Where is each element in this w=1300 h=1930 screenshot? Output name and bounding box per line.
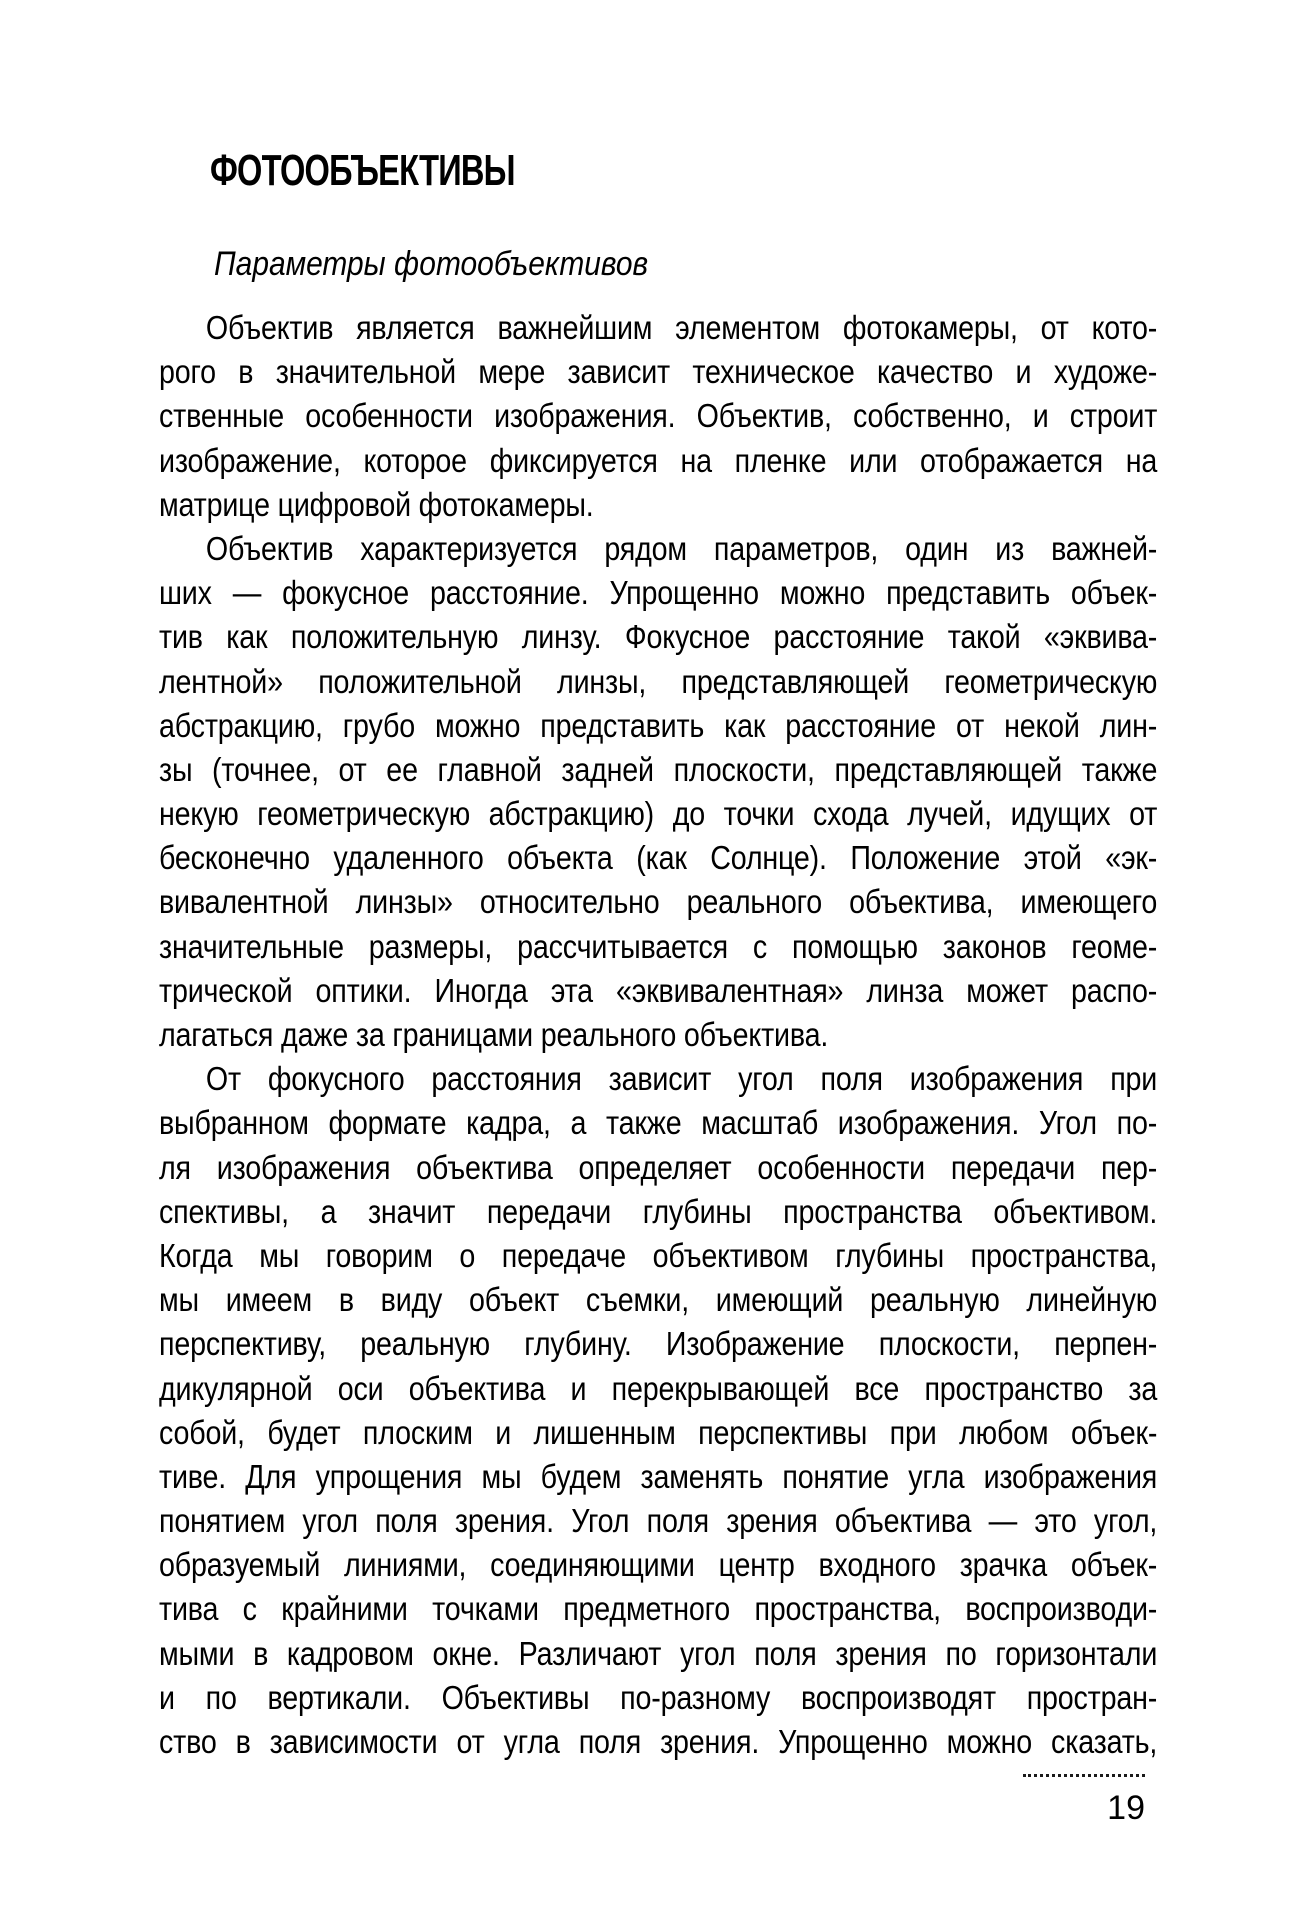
word: Когда	[159, 1236, 233, 1274]
word: изображение,	[159, 441, 341, 479]
word: по	[205, 1678, 237, 1716]
word: дикулярной	[159, 1369, 313, 1407]
word: фокусное	[282, 574, 410, 612]
word: от	[456, 1723, 485, 1760]
word: расстояние.	[429, 574, 589, 612]
word: Фокусное	[624, 618, 751, 656]
word: схода	[813, 795, 889, 833]
word: объект	[468, 1281, 560, 1319]
word: геоме-	[1071, 927, 1158, 965]
word: значит	[367, 1192, 456, 1230]
word: лишенным	[533, 1413, 676, 1451]
word: будем	[540, 1457, 622, 1495]
word: (как	[636, 839, 687, 877]
word: угол	[738, 1060, 794, 1098]
word: глубины	[835, 1236, 945, 1274]
word: или	[849, 441, 898, 479]
word: зрения	[726, 1502, 818, 1540]
word: собой,	[159, 1413, 245, 1451]
word: Положение	[850, 839, 1001, 877]
word: значительной	[275, 353, 456, 391]
word: объектива	[408, 1369, 546, 1407]
word: оси	[337, 1369, 384, 1407]
word: воспроизводят	[800, 1678, 996, 1716]
word: такой	[947, 618, 1021, 656]
word: ее	[386, 750, 418, 788]
word: объектива,	[849, 883, 994, 921]
word: также	[605, 1104, 682, 1142]
text-line	[159, 1543, 1157, 1587]
word: формате	[328, 1104, 447, 1142]
word: идущих	[1010, 795, 1111, 833]
word: вертикали.	[267, 1678, 411, 1716]
word: ших	[159, 574, 212, 612]
word: сказать,	[1051, 1723, 1158, 1760]
word: о	[459, 1236, 476, 1274]
word: это	[1034, 1502, 1077, 1540]
word: угол	[302, 1502, 358, 1540]
word: геометрическую	[257, 795, 471, 833]
word: расстояние	[773, 618, 925, 656]
word: зависимости	[269, 1723, 438, 1760]
word: входного	[818, 1546, 936, 1584]
word: точки	[723, 795, 795, 833]
text-line	[159, 969, 1157, 1013]
word: угла	[503, 1723, 560, 1760]
word: плоским	[362, 1413, 473, 1451]
word: фокусного	[267, 1060, 405, 1098]
word: Различают	[518, 1634, 662, 1672]
word: Изображение	[665, 1325, 845, 1363]
text-line: матрице цифровой фотокамеры.	[159, 485, 594, 523]
word: изображения	[983, 1457, 1158, 1495]
word: тиве.	[159, 1457, 227, 1495]
word: линза	[866, 971, 944, 1009]
word: особенности	[305, 397, 473, 435]
word: образуемый	[159, 1546, 321, 1584]
word: является	[356, 309, 475, 346]
word: Объектив	[205, 529, 334, 567]
word: а	[570, 1104, 587, 1142]
word: характеризуется	[360, 529, 578, 567]
word: тив	[159, 618, 203, 656]
body-text	[159, 306, 1157, 1764]
word: элементом	[675, 309, 821, 346]
word: важнейшим	[497, 309, 653, 346]
word: линзы,	[557, 662, 647, 700]
word: ство	[159, 1723, 217, 1760]
word: Объектив	[205, 309, 334, 346]
text-line	[159, 880, 1157, 924]
word: и	[570, 1369, 587, 1407]
word: можно	[779, 574, 866, 612]
word: в	[253, 1634, 269, 1672]
word: размеры,	[368, 927, 493, 965]
word: качество	[876, 353, 994, 391]
word: перспективы	[698, 1413, 868, 1451]
word: воспроизводи-	[965, 1590, 1158, 1628]
word: горизонтали	[995, 1634, 1158, 1672]
text-line	[159, 439, 1157, 483]
word: лин-	[1099, 706, 1158, 744]
word: в	[235, 1723, 251, 1760]
word: Солнце).	[710, 839, 827, 877]
word: глубину.	[524, 1325, 632, 1363]
word: перекрывающей	[611, 1369, 830, 1407]
word: кадра,	[466, 1104, 551, 1142]
word: имеющего	[1020, 883, 1158, 921]
word: пленке	[734, 441, 827, 479]
word: зависит	[608, 1060, 712, 1098]
text-line	[159, 704, 1157, 748]
word: удаленного	[333, 839, 484, 877]
word: на	[680, 441, 712, 479]
word: упрощения	[315, 1457, 463, 1495]
text-line	[159, 1720, 1157, 1764]
word: поля	[646, 1502, 709, 1540]
word: линзу.	[521, 618, 602, 656]
word: этой	[1023, 839, 1082, 877]
word: угла	[908, 1457, 965, 1495]
chapter-title: ФОТООБЪЕКТИВЫ	[210, 146, 515, 195]
word: рассчитывается	[517, 927, 728, 965]
word: особенности	[757, 1148, 925, 1186]
word: как	[724, 706, 766, 744]
word: на	[1125, 441, 1158, 479]
word: при	[889, 1413, 937, 1451]
word: поля	[578, 1723, 642, 1760]
word: положительной	[318, 662, 522, 700]
word: и	[495, 1413, 512, 1451]
word: ля	[159, 1148, 191, 1186]
word: лентной»	[159, 662, 283, 700]
word: эта	[550, 971, 593, 1009]
word: Для	[245, 1457, 297, 1495]
word: может	[966, 971, 1048, 1009]
word: по	[945, 1634, 977, 1672]
footnote-rule	[1023, 1774, 1145, 1777]
text-line	[159, 1499, 1157, 1543]
text-line	[159, 615, 1157, 659]
word: от	[956, 706, 985, 744]
word: с	[242, 1590, 257, 1628]
word: перспективу,	[159, 1325, 327, 1363]
word: задней	[561, 750, 654, 788]
word: объектива	[834, 1502, 972, 1540]
text-line	[159, 527, 1157, 571]
text-line	[159, 306, 1157, 350]
text-line	[159, 792, 1157, 836]
word: представляющей	[834, 750, 1063, 788]
word: представить	[540, 706, 705, 744]
word: будет	[267, 1413, 341, 1451]
text-line	[159, 1190, 1157, 1234]
word: фотокамеры,	[842, 309, 1018, 346]
word: кадровом	[286, 1634, 414, 1672]
word: изображения.	[837, 1104, 1020, 1142]
word: техническое	[692, 353, 855, 391]
word: а	[320, 1192, 337, 1230]
word: объектива	[416, 1148, 553, 1186]
text-line	[159, 748, 1157, 792]
word: —	[232, 574, 262, 612]
word: трической	[159, 971, 293, 1009]
word: имеющий	[715, 1281, 844, 1319]
word: зрения	[835, 1634, 927, 1672]
word: до	[672, 795, 706, 833]
text-line	[159, 1278, 1157, 1322]
word: мы	[481, 1457, 522, 1495]
word: геометрическую	[944, 662, 1158, 700]
text-line	[159, 1146, 1157, 1190]
text-line	[159, 1367, 1157, 1411]
word: объекта	[507, 839, 613, 877]
text-line	[159, 1234, 1157, 1278]
word: заменять	[640, 1457, 764, 1495]
word: пространство	[924, 1369, 1104, 1407]
word: по-	[1116, 1104, 1158, 1142]
word: соединяющими	[490, 1546, 695, 1584]
word: представить	[886, 574, 1050, 612]
word: и	[1015, 353, 1032, 391]
word: пространства	[783, 1192, 962, 1230]
word: положительную	[290, 618, 499, 656]
word: Упрощенно	[609, 574, 759, 612]
word: расстояния	[431, 1060, 582, 1098]
word: и	[1032, 397, 1049, 435]
word: строит	[1069, 397, 1158, 435]
word: угол,	[1093, 1502, 1158, 1540]
word: бесконечно	[159, 839, 310, 877]
word: объек-	[1070, 1546, 1158, 1584]
text-line	[159, 1587, 1157, 1631]
word: из	[995, 529, 1025, 567]
word: зрения.	[454, 1502, 554, 1540]
word: фиксируется	[489, 441, 658, 479]
word: можно	[946, 1723, 1033, 1760]
word: тива	[159, 1590, 219, 1628]
word: некую	[159, 795, 239, 833]
word: зрения.	[660, 1723, 760, 1760]
word: линейную	[1026, 1281, 1158, 1319]
text-line	[159, 1101, 1157, 1145]
word: зависит	[567, 353, 671, 391]
page-number: 19	[1107, 1789, 1145, 1827]
word: Угол	[1038, 1104, 1097, 1142]
word: за	[1128, 1369, 1158, 1407]
word: рядом	[604, 529, 687, 567]
word: пространства,	[970, 1236, 1158, 1274]
word: —	[988, 1502, 1018, 1540]
word: простран-	[1026, 1678, 1158, 1716]
word: также	[1081, 750, 1158, 788]
word: пространства,	[754, 1590, 941, 1628]
word: поля	[820, 1060, 883, 1098]
word: глубины	[642, 1192, 752, 1230]
word: можно	[434, 706, 521, 744]
text-line	[159, 394, 1157, 438]
word: Угол	[571, 1502, 630, 1540]
word: один	[905, 529, 969, 567]
word: спективы,	[159, 1192, 289, 1230]
word: в	[238, 353, 254, 391]
word: изображения.	[494, 397, 676, 435]
word: линзы»	[355, 883, 453, 921]
word: съемки,	[585, 1281, 690, 1319]
word: поля	[754, 1634, 817, 1672]
word: оптики.	[315, 971, 412, 1009]
text-line	[159, 350, 1157, 394]
word: как	[226, 618, 268, 656]
word: отображается	[920, 441, 1103, 479]
word: поля	[375, 1502, 438, 1540]
word: объективом.	[993, 1192, 1158, 1230]
word: распо-	[1071, 971, 1158, 1009]
word: реальную	[360, 1325, 490, 1363]
text-line	[159, 925, 1157, 969]
word: ственные	[159, 397, 285, 435]
word: представляющей	[681, 662, 910, 700]
word: которое	[363, 441, 467, 479]
word: изображения	[909, 1060, 1084, 1098]
word: помощью	[792, 927, 918, 965]
word: окне.	[432, 1634, 500, 1672]
word: плоскости,	[673, 750, 815, 788]
word: все	[854, 1369, 900, 1407]
word: главной	[437, 750, 542, 788]
word: объек-	[1070, 1413, 1158, 1451]
word: кото-	[1091, 309, 1158, 346]
word: перпен-	[1054, 1325, 1158, 1363]
word: по-разному	[620, 1678, 771, 1716]
word: масштаб	[701, 1104, 819, 1142]
word: расстояние	[785, 706, 937, 744]
word: крайними	[281, 1590, 408, 1628]
word: с	[752, 927, 768, 965]
word: Иногда	[434, 971, 528, 1009]
word: вивалентной	[159, 883, 329, 921]
word: плоскости,	[878, 1325, 1020, 1363]
word: грубо	[342, 706, 415, 744]
text-line	[159, 1411, 1157, 1455]
word: законов	[942, 927, 1047, 965]
word: точками	[432, 1590, 539, 1628]
word: параметров,	[713, 529, 879, 567]
text-line	[159, 1455, 1157, 1499]
word: понятием	[159, 1502, 286, 1540]
word: предметного	[563, 1590, 731, 1628]
word: рого	[159, 353, 216, 391]
word: угол	[680, 1634, 736, 1672]
word: зы	[159, 750, 193, 788]
word: любом	[959, 1413, 1049, 1451]
word: от	[1129, 795, 1158, 833]
word: в	[338, 1281, 354, 1319]
word: зрачка	[959, 1546, 1048, 1584]
word: мы	[259, 1236, 300, 1274]
section-subtitle: Параметры фотообъективов	[214, 245, 649, 283]
word: От	[205, 1060, 241, 1098]
text-line	[159, 1322, 1157, 1366]
word: значительные	[159, 927, 344, 965]
word: абстракцию)	[488, 795, 655, 833]
word: мыми	[159, 1634, 235, 1672]
word: некой	[1004, 706, 1080, 744]
word: от	[1040, 309, 1069, 346]
word: собственно,	[852, 397, 1012, 435]
word: передачи	[950, 1148, 1076, 1186]
word: Объективы	[441, 1678, 590, 1716]
word: реального	[686, 883, 822, 921]
text-line	[159, 571, 1157, 615]
word: абстракцию,	[159, 706, 323, 744]
text-line	[159, 660, 1157, 704]
word: объек-	[1070, 574, 1158, 612]
word: пер-	[1100, 1148, 1158, 1186]
word: выбранном	[159, 1104, 309, 1142]
text-line	[159, 1632, 1157, 1676]
word: центр	[718, 1546, 795, 1584]
word: Объектив,	[696, 397, 832, 435]
word: мы	[159, 1281, 199, 1319]
word: объективом	[652, 1236, 809, 1274]
word: от	[338, 750, 367, 788]
word: и	[159, 1678, 175, 1716]
word: передачи	[486, 1192, 612, 1230]
word: важней-	[1051, 529, 1158, 567]
word: понятие	[782, 1457, 890, 1495]
text-line	[159, 1676, 1157, 1720]
word: (точнее,	[212, 750, 319, 788]
word: определяет	[578, 1148, 732, 1186]
word: линиями,	[344, 1546, 467, 1584]
word: имеем	[225, 1281, 313, 1319]
word: мере	[478, 353, 546, 391]
word: Упрощенно	[778, 1723, 928, 1760]
word: изображения	[216, 1148, 391, 1186]
word: при	[1110, 1060, 1158, 1098]
word: виду	[380, 1281, 443, 1319]
word: реальную	[869, 1281, 1000, 1319]
word: художе-	[1053, 353, 1158, 391]
word: «эк-	[1105, 839, 1158, 877]
word: лучей,	[907, 795, 992, 833]
word: «эквивалентная»	[616, 971, 844, 1009]
text-line	[159, 1057, 1157, 1101]
text-line: лагаться даже за границами реального объектива.	[159, 1016, 829, 1053]
word: передаче	[501, 1236, 626, 1274]
text-line	[159, 836, 1157, 880]
word: относительно	[479, 883, 660, 921]
word: «эквива-	[1043, 618, 1158, 656]
word: говорим	[325, 1236, 433, 1274]
